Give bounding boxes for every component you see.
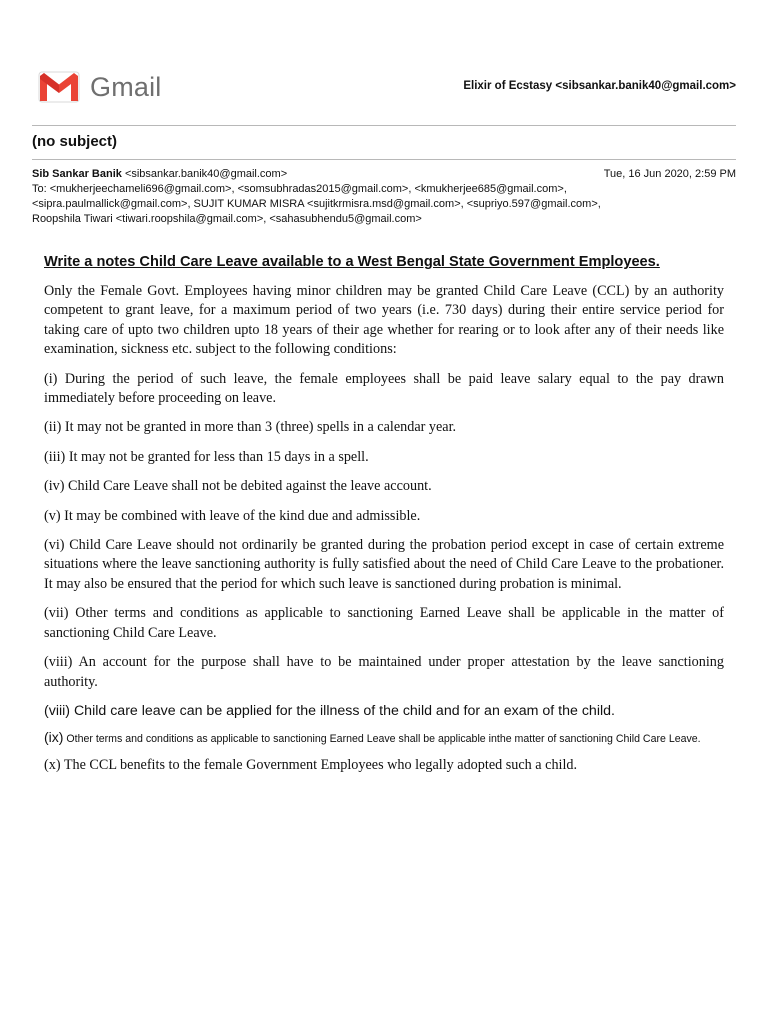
email-body bbox=[44, 253, 724, 785]
extra-condition-ix bbox=[44, 730, 724, 747]
sender-line bbox=[32, 167, 736, 182]
extra-condition-x: (x) The CCL benefits to the female Government Employees who legally adopted such a child. bbox=[44, 756, 578, 773]
body-heading: Write a notes Child Care Leave available to a West Bengal State Government Employees. bbox=[44, 254, 660, 270]
condition-item: (v) It may be combined with leave of the kind due and admissible. bbox=[44, 507, 421, 524]
condition-text: Other terms and conditions as applicable to sanctioning Earned Leave shall be applicable inthe matter of sanctioning Child Care Leave. bbox=[63, 732, 701, 745]
email-subject: (no subject) bbox=[32, 133, 117, 150]
condition-item: (i) During the period of such leave, the female employees shall be paid leave salary equal to the pay drawn immediately before proceeding on leave. bbox=[44, 370, 724, 407]
condition-number: (ix) bbox=[44, 728, 64, 745]
recipients-line: To: <mukherjeechameli696@gmail.com>, <somsubhradas2015@gmail.com>, <kmukherjee685@gmail.com>, bbox=[32, 183, 567, 195]
condition-item: (vii) Other terms and conditions as applicable to sanctioning Earned Leave shall be applicable in the matter of sanctioning Child Care Leave. bbox=[44, 605, 724, 641]
condition-item: (viii) An account for the purpose shall have to be maintained under proper attestation by the leave sanctioning authority. bbox=[44, 654, 724, 690]
recipients-line: <sipra.paulmallick@gmail.com>, SUJIT KUMAR MISRA <sujitkrmisra.msd@gmail.com>, <supriyo.597@gmail.com>, bbox=[32, 198, 601, 210]
extra-condition-viii: (viii) Child care leave can be applied for the illness of the child and for an exam of the child. bbox=[44, 702, 615, 719]
sent-date: Tue, 16 Jun 2020, 2:59 PM bbox=[603, 168, 736, 180]
subject-divider bbox=[32, 159, 736, 160]
gmail-logo bbox=[38, 70, 168, 104]
intro-paragraph: Only the Female Govt. Employees having minor children may be granted Child Care Leave (CCL) by an authority competent to grant leave, for a maximum period of two years (i.e. 730 days) during their entire service period for taking care of upto two children upto 18 years of their age whether for rearing or to look after any of their needs like examination, sickness etc. subject to the following conditions: bbox=[44, 283, 724, 358]
gmail-envelope-icon bbox=[38, 71, 80, 103]
condition-item: (ii) It may not be granted in more than 3 (three) spells in a calendar year. bbox=[44, 419, 457, 436]
print-header bbox=[32, 70, 736, 104]
account-identity: Elixir of Ecstasy <sibsankar.banik40@gmail.com> bbox=[463, 80, 736, 92]
sender-email: <sibsankar.banik40@gmail.com> bbox=[124, 168, 288, 180]
condition-item: (vi) Child Care Leave should not ordinarily be granted during the probation period except in case of certain extreme situations where the leave sanctioning authority is fully satisfied about the need of Child Care Leave to the probationer. It may also be ensured that the period for which such leave is sanctioned during probation is minimal. bbox=[44, 537, 724, 592]
condition-item: (iv) Child Care Leave shall not be debited against the leave account. bbox=[44, 478, 432, 495]
sender-name: Sib Sankar Banik bbox=[32, 168, 122, 180]
gmail-wordmark: Gmail bbox=[90, 71, 162, 102]
header-divider bbox=[32, 125, 736, 126]
email-metadata bbox=[32, 167, 736, 227]
condition-item: (iii) It may not be granted for less than 15 days in a spell. bbox=[44, 448, 369, 465]
recipients-line: Roopshila Tiwari <tiwari.roopshila@gmail.com>, <sahasubhendu5@gmail.com> bbox=[32, 213, 422, 225]
